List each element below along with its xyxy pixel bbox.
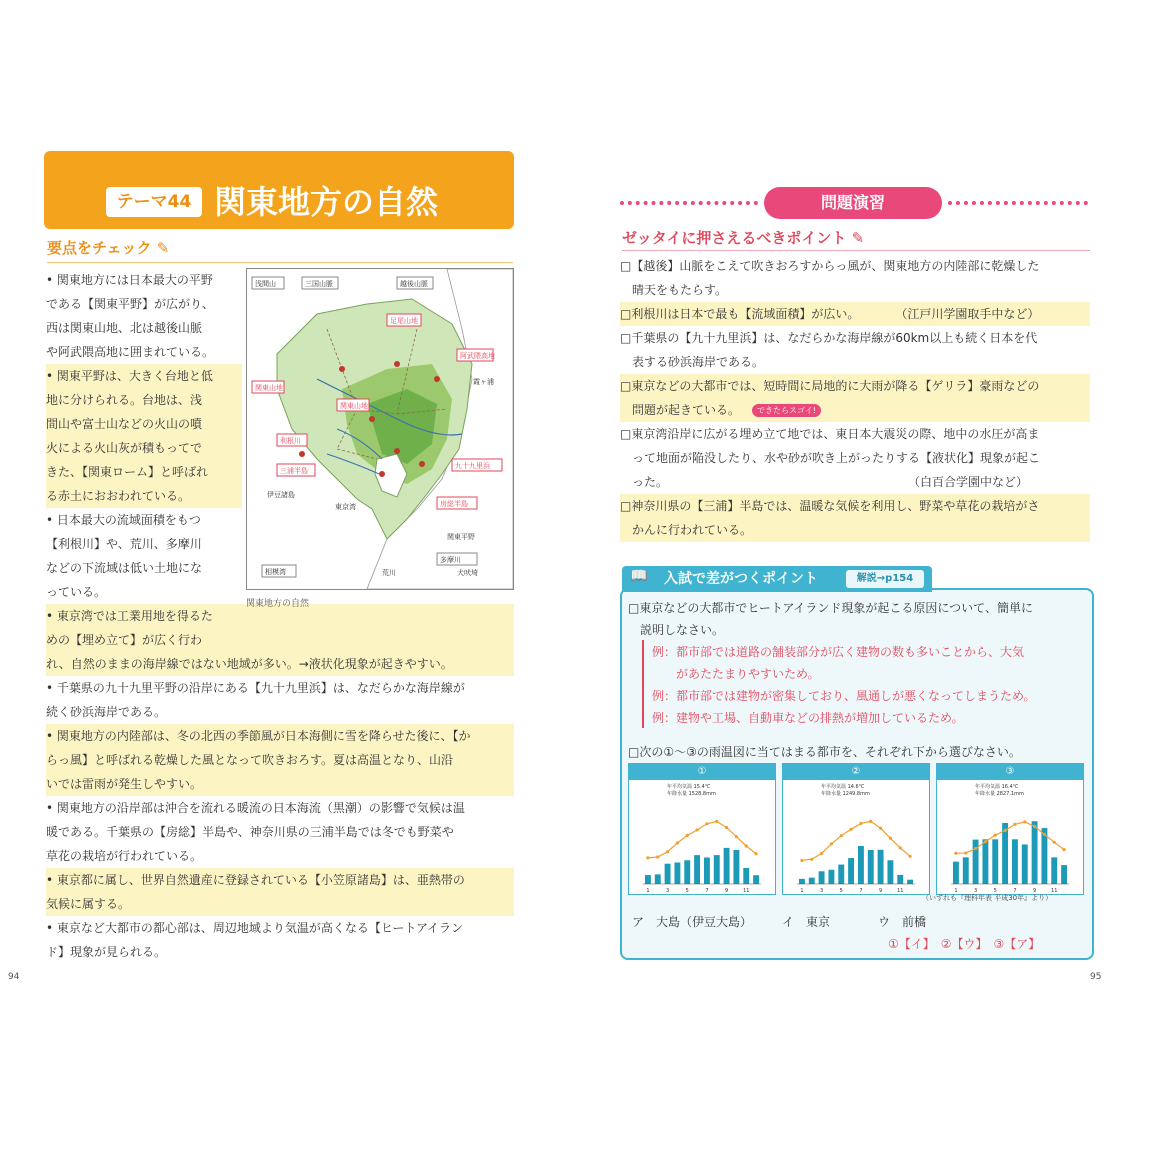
x-tick-label: 5 bbox=[993, 888, 997, 894]
temp-point bbox=[810, 858, 813, 861]
text-line: □【越後】山脈をこえて吹きおろすからっ風が、関東地方の内陸部に乾燥した bbox=[620, 259, 1040, 273]
kanto-map-svg bbox=[247, 269, 513, 589]
chart-stat: 年平均気温 16.4℃ bbox=[975, 784, 1019, 790]
temp-point bbox=[735, 835, 738, 838]
map-label: 九十九里浜 bbox=[455, 462, 490, 470]
page-title: 関東地方の自然 bbox=[214, 183, 439, 221]
precip-bar bbox=[868, 850, 874, 884]
temp-point bbox=[840, 834, 843, 837]
text-line: • 関東地方の沿岸部は沖合を流れる暖流の日本海流（黒潮）の影響で気候は温 bbox=[46, 801, 465, 815]
pencil-icon: ✎ bbox=[851, 229, 865, 247]
temp-point bbox=[1003, 829, 1006, 832]
temp-point bbox=[830, 842, 833, 845]
precip-bar bbox=[1051, 857, 1057, 884]
temp-line bbox=[802, 821, 910, 860]
text-line: かんに行われている。 bbox=[620, 518, 1090, 542]
chart-stat: 年降水量 1528.8mm bbox=[667, 791, 716, 797]
text-line: らっ風】と呼ばれる乾燥した風となって吹きおろす。夏は高温となり、山沿 bbox=[46, 748, 514, 772]
temp-point bbox=[1033, 825, 1036, 828]
practice-badge: 問題演習 bbox=[764, 187, 942, 219]
divider bbox=[47, 262, 513, 263]
sticker-badge: できたらスゴイ! bbox=[752, 404, 821, 417]
text-line: 地に分けられる。台地は、浅 bbox=[46, 388, 242, 412]
check-heading bbox=[47, 236, 169, 260]
temp-point bbox=[715, 820, 718, 823]
temp-point bbox=[899, 846, 902, 849]
divider bbox=[622, 250, 1090, 251]
temp-point bbox=[656, 855, 659, 858]
x-tick-label: 9 bbox=[1032, 888, 1037, 894]
climate-chart bbox=[936, 763, 1084, 895]
x-tick-label: 1 bbox=[800, 888, 804, 894]
x-tick-label: 11 bbox=[897, 888, 904, 894]
map-label: 東京湾 bbox=[335, 503, 356, 511]
text-line: 表する砂浜海岸である。 bbox=[620, 355, 765, 369]
text-line: である【関東平野】が広がり、 bbox=[46, 297, 215, 311]
temp-point bbox=[889, 837, 892, 840]
source-note: （いずれも『理科年表 平成30年』より） bbox=[922, 894, 1053, 902]
text-line: • 関東平野は、大きく台地と低 bbox=[46, 364, 242, 388]
x-tick-label: 7 bbox=[1013, 888, 1017, 894]
precip-bar bbox=[743, 868, 749, 884]
precip-bar bbox=[704, 858, 710, 884]
map-label: 足尾山地 bbox=[390, 317, 418, 325]
temp-point bbox=[646, 856, 649, 859]
precip-bar bbox=[858, 846, 864, 884]
pencil-icon: ✎ bbox=[156, 239, 170, 257]
precip-bar bbox=[838, 865, 844, 884]
temp-point bbox=[1062, 848, 1065, 851]
text-line: 暖である。千葉県の【房総】半島や、神奈川県の三浦半島では冬でも野菜や bbox=[46, 825, 454, 839]
x-tick-label: 3 bbox=[973, 888, 978, 894]
precip-bar bbox=[665, 864, 671, 884]
text-line: □千葉県の【九十九里浜】は、なだらかな海岸線が60km以上も続く日本を代 bbox=[620, 331, 1038, 345]
answer-line: 例：都市部では道路の舗装部分が広く建物の数も多いことから、大気 bbox=[652, 645, 1025, 659]
theme-badge: テーマ44 bbox=[106, 187, 202, 217]
map-label: 関東山地 bbox=[255, 384, 283, 392]
precip-bar bbox=[828, 870, 834, 884]
key-points-heading bbox=[622, 226, 864, 250]
temp-point bbox=[1043, 833, 1046, 836]
text-line: 続く砂浜海岸である。 bbox=[46, 705, 167, 719]
text-line: れ、自然のままの海岸線ではない地域が多い。→液状化現象が起きやすい。 bbox=[46, 652, 514, 676]
climate-chart bbox=[628, 763, 776, 895]
dotted-divider bbox=[620, 201, 758, 205]
precip-bar bbox=[992, 839, 998, 884]
temp-point bbox=[984, 840, 987, 843]
precip-bar bbox=[684, 860, 690, 884]
page-number: 94 bbox=[8, 972, 20, 982]
map-label: 伊豆諸島 bbox=[267, 491, 295, 499]
text-line: 草花の栽培が行われている。 bbox=[46, 849, 203, 863]
text-line: • 日本最大の流域面積をもつ bbox=[46, 513, 201, 527]
temp-point bbox=[1013, 823, 1016, 826]
x-tick-label: 5 bbox=[839, 888, 843, 894]
map-label: 三浦半島 bbox=[280, 467, 308, 475]
question-line: □次の①～③の雨温図に当てはまる都市を、それぞれ下から選びなさい。 bbox=[628, 745, 1021, 759]
x-tick-label: 11 bbox=[1051, 888, 1058, 894]
text-line: る赤土におおわれている。 bbox=[46, 484, 242, 508]
chart-stat: 年平均気温 15.4℃ bbox=[667, 784, 711, 790]
precip-bar bbox=[1061, 865, 1067, 884]
precip-bar bbox=[724, 848, 730, 884]
temp-point bbox=[869, 820, 872, 823]
precip-bar bbox=[907, 880, 913, 884]
precip-bar bbox=[655, 874, 661, 884]
key-points-label: ゼッタイに押さえるべきポイント bbox=[622, 229, 847, 247]
map-label: 霞ヶ浦 bbox=[473, 378, 494, 386]
x-tick-label: 3 bbox=[665, 888, 670, 894]
page-number: 95 bbox=[1090, 972, 1102, 982]
map-label: 越後山脈 bbox=[400, 280, 428, 288]
text-line: □東京湾沿岸に広がる埋め立て地では、東日本大震災の際、地中の水圧が高ま bbox=[620, 427, 1040, 441]
map-label: 荒川 bbox=[382, 569, 396, 577]
map-label: 房総半島 bbox=[440, 500, 468, 508]
precip-bar bbox=[848, 858, 854, 884]
precip-bar bbox=[887, 860, 893, 884]
text-line: ド】現象が見られる。 bbox=[46, 945, 167, 959]
temp-point bbox=[686, 834, 689, 837]
x-tick-label: 1 bbox=[646, 888, 650, 894]
climate-chart-svg bbox=[629, 780, 775, 894]
text-line: • 東京など大都市の都心部は、周辺地域より気温が高くなる【ヒートアイラン bbox=[46, 921, 463, 935]
precip-bar bbox=[897, 875, 903, 884]
temp-point bbox=[676, 841, 679, 844]
chart-stat: 年降水量 1249.8mm bbox=[821, 791, 870, 797]
temp-point bbox=[964, 851, 967, 854]
text-line: • 関東地方には日本最大の平野 bbox=[46, 273, 213, 287]
precip-bar bbox=[1012, 839, 1018, 884]
text-line: めの【埋め立て】が広く行わ bbox=[46, 628, 514, 652]
temp-point bbox=[1053, 841, 1056, 844]
chart-stat: 年平均気温 14.6℃ bbox=[821, 784, 865, 790]
map-label: 浅間山 bbox=[255, 280, 276, 288]
precip-bar bbox=[645, 875, 651, 884]
choices-line: ア 大島（伊豆大島） イ 東京 ウ 前橋 bbox=[632, 915, 927, 929]
text-line: 火による火山灰が積もってで bbox=[46, 436, 242, 460]
temp-point bbox=[705, 822, 708, 825]
temp-point bbox=[994, 834, 997, 837]
precip-bar bbox=[982, 839, 988, 884]
temp-point bbox=[974, 847, 977, 850]
map-label: 関東山地 bbox=[340, 402, 368, 410]
precip-bar bbox=[799, 879, 805, 884]
x-tick-label: 9 bbox=[724, 888, 729, 894]
text-line: □東京などの大都市では、短時間に局地的に大雨が降る【ゲリラ】豪雨などの bbox=[620, 374, 1090, 398]
precip-bar bbox=[973, 840, 979, 884]
temp-point bbox=[954, 852, 957, 855]
question-line: 説明しなさい。 bbox=[628, 623, 725, 637]
map-label: 三国山脈 bbox=[305, 280, 333, 288]
precip-bar bbox=[963, 857, 969, 884]
climate-chart-svg bbox=[783, 780, 929, 894]
temp-point bbox=[849, 828, 852, 831]
text-line: 気候に属する。 bbox=[46, 892, 514, 916]
map-label: 利根川 bbox=[280, 437, 301, 445]
precip-bar bbox=[753, 875, 759, 884]
text-line: きた、【関東ローム】と呼ばれ bbox=[46, 460, 242, 484]
answer-line: 例：都市部では建物が密集しており、風通しが悪くなってしまうため。 bbox=[652, 689, 1036, 703]
x-tick-label: 11 bbox=[743, 888, 750, 894]
x-tick-label: 1 bbox=[954, 888, 958, 894]
text-line: □利根川は日本で最も【流域面積】が広い。 （江戸川学園取手中など） bbox=[620, 302, 1090, 326]
text-line: などの下流域は低い土地にな bbox=[46, 561, 203, 575]
book-icon: 📖 bbox=[630, 568, 648, 584]
precip-bar bbox=[674, 863, 680, 885]
text-line: 晴天をもたらす。 bbox=[620, 283, 728, 297]
kanto-map bbox=[246, 268, 514, 590]
text-line: 【利根川】や、荒川、多摩川 bbox=[46, 537, 202, 551]
text-line: って地面が陥没したり、水や砂が吹き上がったりする【液状化】現象が起こ bbox=[620, 451, 1041, 465]
temp-point bbox=[695, 828, 698, 831]
text-line: 西は関東山地、北は越後山脈 bbox=[46, 321, 203, 335]
precip-bar bbox=[714, 855, 720, 884]
precip-bar bbox=[694, 855, 700, 884]
text-line: っている。 bbox=[46, 585, 107, 599]
map-label: 阿武隈高地 bbox=[460, 352, 495, 360]
dotted-divider bbox=[948, 201, 1088, 205]
x-tick-label: 5 bbox=[685, 888, 689, 894]
map-label: 相模湾 bbox=[265, 568, 286, 576]
temp-point bbox=[725, 826, 728, 829]
chart-title: ① bbox=[629, 764, 775, 780]
temp-point bbox=[859, 822, 862, 825]
x-tick-label: 3 bbox=[819, 888, 824, 894]
chart-title: ② bbox=[783, 764, 929, 780]
map-label: 犬吠埼 bbox=[457, 569, 478, 577]
x-tick-label: 9 bbox=[878, 888, 883, 894]
precip-bar bbox=[819, 871, 825, 884]
explanation-link[interactable]: 解説→p154 bbox=[846, 570, 924, 588]
precip-bar bbox=[878, 850, 884, 884]
precip-bar bbox=[733, 850, 739, 884]
climate-chart bbox=[782, 763, 930, 895]
exam-points-title: 入試で差がつくポイント bbox=[664, 571, 818, 587]
text-line: □神奈川県の【三浦】半島では、温暖な気候を利用し、野菜や草花の栽培がさ bbox=[620, 494, 1090, 518]
chart-stat: 年降水量 2827.1mm bbox=[975, 791, 1024, 797]
x-tick-label: 7 bbox=[705, 888, 709, 894]
temp-line bbox=[648, 821, 756, 857]
text-line: • 千葉県の九十九里平野の沿岸にある【九十九里浜】は、なだらかな海岸線が bbox=[46, 681, 465, 695]
text-line: • 東京湾では工業用地を得るた bbox=[46, 604, 514, 628]
map-label: 多摩川 bbox=[440, 556, 461, 564]
temp-point bbox=[1023, 820, 1026, 823]
temp-point bbox=[908, 855, 911, 858]
precip-bar bbox=[1022, 844, 1028, 884]
x-tick-label: 7 bbox=[859, 888, 863, 894]
question-line: □東京などの大都市でヒートアイランド現象が起こる原因について、簡単に bbox=[628, 601, 1033, 615]
temp-line bbox=[956, 822, 1064, 853]
answer-line: 例：建物や工場、自動車などの排熱が増加しているため。 bbox=[652, 711, 964, 725]
precip-bar bbox=[1032, 821, 1038, 884]
text-line: • 東京都に属し、世界自然遺産に登録されている【小笠原諸島】は、亜熱帯の bbox=[46, 868, 514, 892]
answer-key: ①【イ】 ②【ウ】 ③【ア】 bbox=[888, 937, 1041, 951]
check-label: 要点をチェック bbox=[47, 239, 152, 257]
temp-point bbox=[879, 827, 882, 830]
answer-line: があたたまりやすいため。 bbox=[652, 667, 820, 681]
temp-point bbox=[820, 852, 823, 855]
precip-bar bbox=[953, 862, 959, 884]
temp-point bbox=[745, 844, 748, 847]
text-line: った。 （白百合学園中など） bbox=[620, 475, 1029, 489]
text-line: • 関東地方の内陸部は、冬の北西の季節風が日本海側に雪を降らせた後に、【か bbox=[46, 724, 514, 748]
temp-point bbox=[754, 852, 757, 855]
precip-bar bbox=[809, 878, 815, 884]
text-line: 間山や富士山などの火山の噴 bbox=[46, 412, 242, 436]
text-line: いでは雷雨が発生しやすい。 bbox=[46, 772, 514, 796]
chart-title: ③ bbox=[937, 764, 1083, 780]
text-line: や阿武隈高地に囲まれている。 bbox=[46, 345, 215, 359]
temp-point bbox=[800, 859, 803, 862]
temp-point bbox=[666, 850, 669, 853]
text-line: 問題が起きている。 bbox=[620, 398, 1090, 422]
map-label: 関東平野 bbox=[447, 533, 475, 541]
climate-chart-svg bbox=[937, 780, 1083, 894]
map-caption: 関東地方の自然 bbox=[246, 599, 310, 609]
